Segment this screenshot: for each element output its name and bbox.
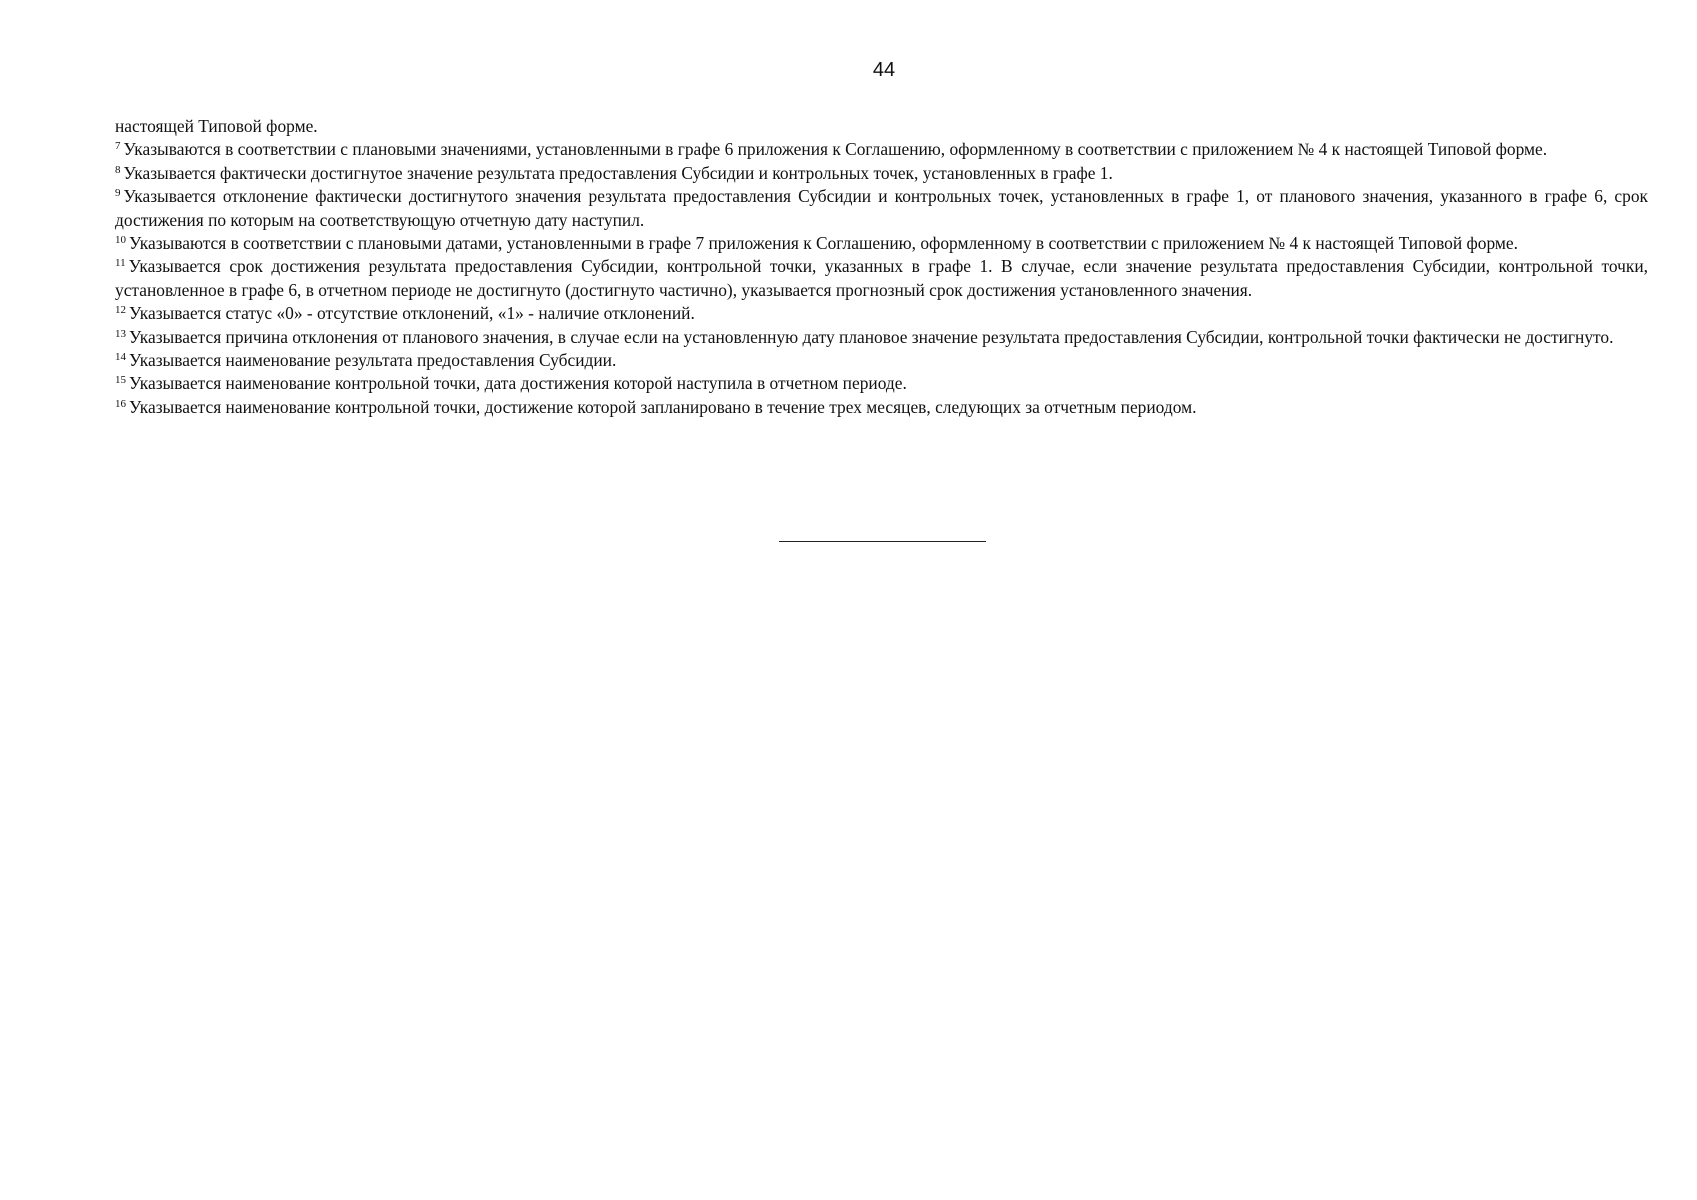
footnote-number: 11 (115, 257, 126, 270)
footnote-13 (115, 326, 1648, 349)
footnote-text: Указывается отклонение фактически достигнутого значения результата предоставления Субсидии и контрольных точек, установленных в графе 1, от планового значения, указанного в графе 6, срок достижения по которым на соответствующую отчетную дату наступил. (115, 186, 1648, 230)
footnote-text: Указывается статус «0» - отсутствие отклонений, «1» - наличие отклонений. (129, 303, 695, 324)
footnote-16 (115, 396, 1648, 419)
footnote-text: Указывается наименование контрольной точки, достижение которой запланировано в течение трех месяцев, следующих за отчетным периодом. (129, 396, 1197, 417)
footnote-15 (115, 372, 1648, 395)
footnote-8 (115, 162, 1648, 185)
footnote-text: Указывается наименование контрольной точки, дата достижения которой наступила в отчетном периоде. (129, 373, 907, 394)
page-number: 44 (872, 59, 896, 81)
footnote-text: Указываются в соответствии с плановыми значениями, установленными в графе 6 приложения к Соглашению, оформленному в соответствии с приложением № 4 к настоящей Типовой форме. (123, 139, 1548, 160)
footnote-number: 8 (115, 163, 121, 176)
footnote-number: 7 (115, 140, 121, 153)
footnote-11 (115, 255, 1648, 302)
footnote-9 (115, 185, 1648, 232)
footnote-number: 14 (115, 351, 126, 364)
footnote-text: Указывается причина отклонения от планового значения, в случае если на установленную дату плановое значение результата предоставления Субсидии, контрольной точки фактически не достигнуто. (129, 326, 1614, 347)
footnote-7 (115, 138, 1648, 161)
footnote-12 (115, 302, 1648, 325)
footnote-14 (115, 349, 1648, 372)
footnote-number: 15 (115, 374, 126, 387)
footnote-text: Указывается фактически достигнутое значение результата предоставления Субсидии и контрольных точек, установленных в графе 1. (123, 162, 1113, 183)
footnote-number: 12 (115, 304, 126, 317)
footnote-number: 16 (115, 397, 126, 410)
footnote-text: Указывается срок достижения результата предоставления Субсидии, контрольной точки, указанных в графе 1. В случае, если значение результата предоставления Субсидии, контрольной точки, установленное в графе 6, в отчетном периоде не достигнуто (достигнуто частично), указывается прогнозный срок достижения установленного значения. (115, 256, 1648, 300)
footnote-text: Указывается наименование результата предоставления Субсидии. (129, 350, 617, 371)
footnote-number: 10 (115, 234, 126, 247)
footnote-text: Указываются в соответствии с плановыми датами, установленными в графе 7 приложения к Соглашению, оформленному в соответствии с приложением № 4 к настоящей Типовой форме. (129, 233, 1518, 254)
end-of-document-rule (779, 541, 986, 542)
footnote-10 (115, 232, 1648, 255)
footnote-number: 9 (115, 187, 121, 200)
footnote-continuation: настоящей Типовой форме. (115, 116, 318, 136)
footnotes-block (115, 115, 1648, 419)
footnote-number: 13 (115, 327, 126, 340)
